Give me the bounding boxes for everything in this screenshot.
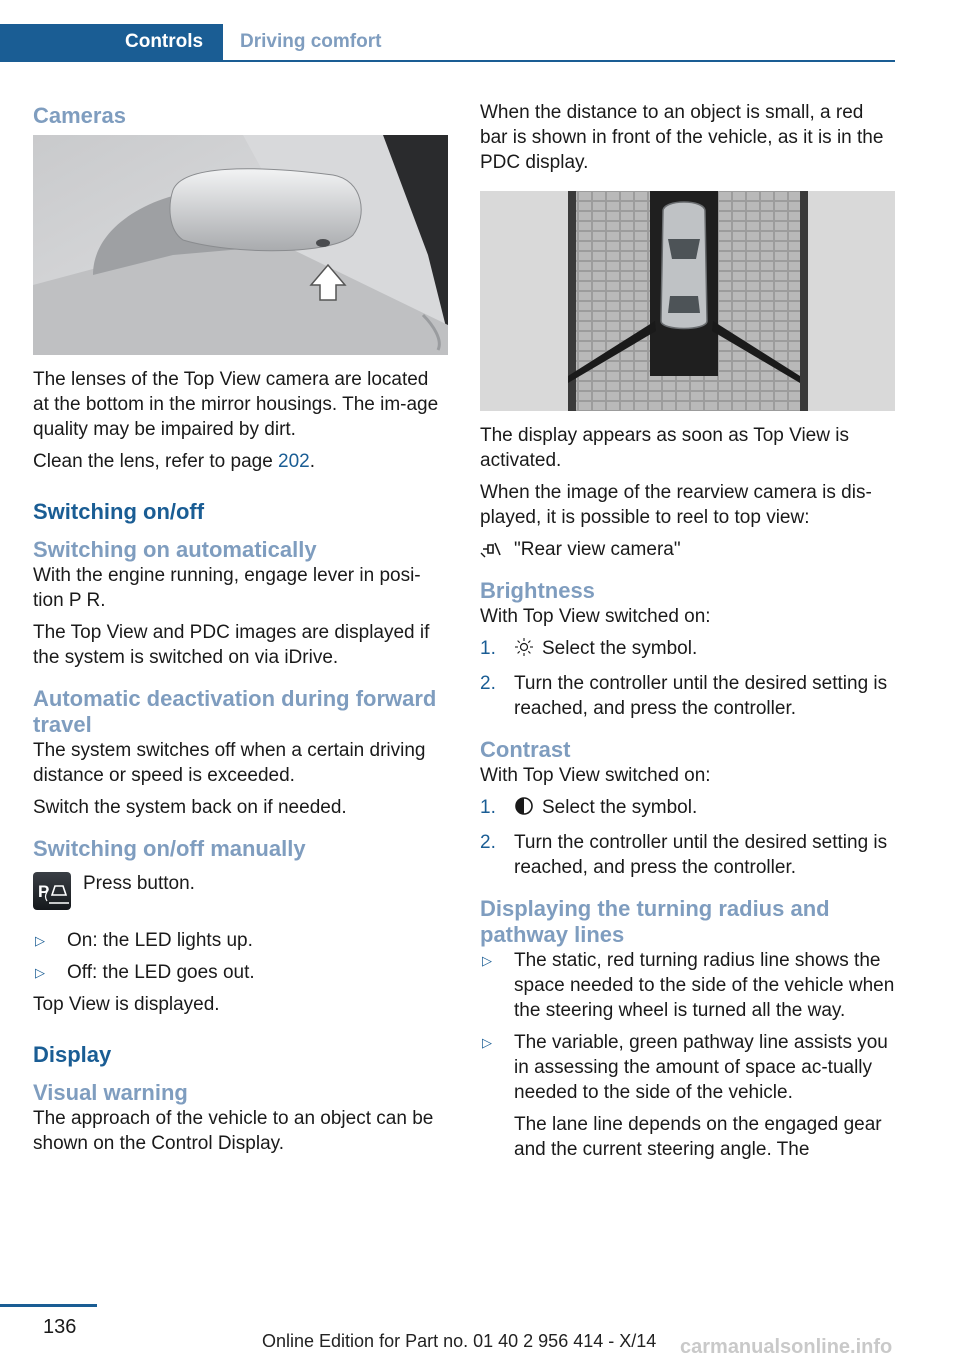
heading-deactivation: Automatic deactivation during forward travel <box>33 686 437 737</box>
tab-controls[interactable]: Controls <box>0 24 223 60</box>
left-column <box>33 100 448 1163</box>
step-text: Select the symbol. <box>542 638 698 659</box>
paragraph-appears: The display appears as soon as Top View is activated. <box>480 425 849 471</box>
paragraph-rearview: When the image of the rearview camera is dis‐played, it is possible to reel to top view: <box>480 482 872 528</box>
list-item-text: The static, red turning radius line shows the space needed to the side of the vehicle when the steering wheel is turned all the way. <box>514 950 895 1021</box>
top-view-illustration <box>480 191 895 411</box>
rear-camera-label: "Rear view camera" <box>514 539 681 560</box>
list-item <box>480 636 895 664</box>
paragraph-auto2: The Top View and PDC images are displayed if the system is switched on via iDrive. <box>33 622 430 668</box>
paragraph-visual: The approach of the vehicle to an object can be shown on the Control Display. <box>33 1108 434 1154</box>
heading-manual: Switching on/off manually <box>33 836 306 861</box>
contrast-icon <box>514 796 534 823</box>
step-text: Turn the controller until the desired setting is reached, and press the controller. <box>514 673 888 719</box>
paragraph-auto: With the engine running, engage lever in posi‐tion P R. <box>33 565 421 611</box>
step-text: Select the symbol. <box>542 797 698 818</box>
tab-driving-comfort[interactable]: Driving comfort <box>240 31 382 52</box>
paragraph-lenses: The lenses of the Top View camera are located at the bottom in the mirror housings. The im‐age quality may be impaired by dirt. <box>33 369 439 440</box>
page-header <box>0 24 895 62</box>
step-number: 2. <box>480 832 496 853</box>
top-view-figure <box>480 191 895 411</box>
paragraph-displayed: Top View is displayed. <box>33 994 220 1015</box>
list-item-text: Off: the LED goes out. <box>67 962 255 983</box>
clean-period: . <box>309 451 316 472</box>
press-button-row <box>33 872 448 914</box>
brightness-steps <box>480 636 895 721</box>
heading-contrast: Contrast <box>480 737 571 762</box>
paragraph-redbar: When the distance to an object is small, a red bar is shown in front of the vehicle, as it is in the PDC display. <box>480 102 884 173</box>
parking-assist-button-icon <box>33 872 71 910</box>
triangle-right-icon: ▷ <box>35 965 45 980</box>
footer-rule <box>0 1304 97 1307</box>
step-number: 1. <box>480 638 496 659</box>
triangle-right-icon: ▷ <box>35 933 45 948</box>
triangle-right-icon: ▷ <box>482 1035 492 1050</box>
list-item <box>480 671 895 721</box>
right-column <box>480 100 895 1169</box>
page-link-202[interactable]: 202 <box>278 451 310 472</box>
list-item-text: The variable, green pathway line assists you in assessing the amount of space ac‐tually needed to the side of the vehicle. <box>514 1032 888 1103</box>
watermark-logo: carmanualsonline.info <box>680 1336 893 1358</box>
list-item <box>480 948 895 1023</box>
list-item <box>480 1030 895 1162</box>
mirror-illustration <box>33 135 448 355</box>
mirror-camera-figure <box>33 135 448 355</box>
paragraph-with2: With Top View switched on: <box>480 765 711 786</box>
list-item <box>33 928 448 953</box>
sun-brightness-icon <box>514 637 534 664</box>
list-item-text: On: the LED lights up. <box>67 930 253 951</box>
press-button-text: Press button. <box>83 873 195 894</box>
paragraph-deact: The system switches off when a certain driving distance or speed is exceeded. <box>33 740 426 786</box>
heading-switching: Switching on/off <box>33 499 205 524</box>
heading-cameras: Cameras <box>33 103 126 128</box>
heading-brightness: Brightness <box>480 578 595 603</box>
step-number: 2. <box>480 673 496 694</box>
step-text: Turn the controller until the desired setting is reached, and press the controller. <box>514 832 888 878</box>
triangle-right-icon: ▷ <box>482 953 492 968</box>
turning-list <box>480 948 895 1162</box>
led-list <box>33 928 448 985</box>
contrast-steps <box>480 795 895 880</box>
header-rule <box>0 60 895 62</box>
list-item <box>480 830 895 880</box>
paragraph-with1: With Top View switched on: <box>480 606 711 627</box>
step-number: 1. <box>480 797 496 818</box>
rear-camera-icon <box>480 539 502 566</box>
svg-text:P: P <box>38 882 50 901</box>
heading-visual: Visual warning <box>33 1080 188 1105</box>
list-item <box>480 795 895 823</box>
clean-text: Clean the lens, refer to page <box>33 451 279 472</box>
list-item-continuation: The lane line depends on the engaged gear and the current steering angle. The <box>514 1114 882 1160</box>
heading-display: Display <box>33 1042 112 1067</box>
paragraph-clean <box>33 449 448 474</box>
list-item <box>33 960 448 985</box>
edition-text: Online Edition for Part no. 01 40 2 956 414 - X/14 <box>262 1331 657 1351</box>
heading-auto: Switching on automatically <box>33 537 317 562</box>
heading-turning: Displaying the turning radius and pathway lines <box>480 896 830 947</box>
paragraph-deact2: Switch the system back on if needed. <box>33 797 347 818</box>
page-number: 136 <box>43 1316 77 1338</box>
rear-camera-line <box>480 537 895 562</box>
